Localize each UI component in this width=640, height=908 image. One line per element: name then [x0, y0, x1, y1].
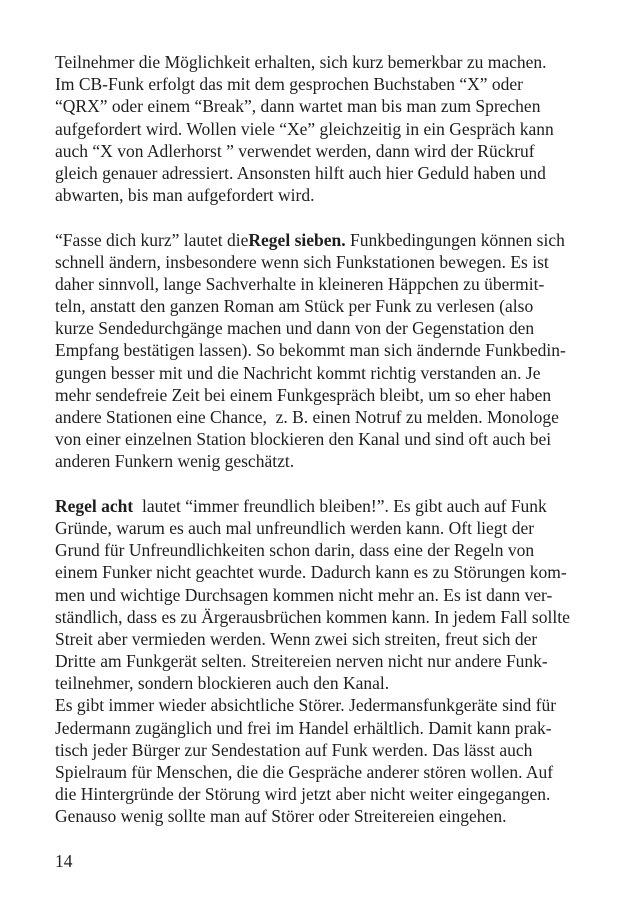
- text-line: [55, 561, 600, 583]
- body-text: Empfang bestätigen lassen). So bekommt man sich ändernde Funkbedin-: [55, 340, 566, 361]
- text-line: [55, 628, 600, 650]
- page-number: 14: [55, 850, 73, 871]
- body-text: men und wichtige Durchsagen kommen nicht mehr an. Es ist dann ver-: [55, 584, 553, 605]
- body-text: lautet “immer freundlich bleiben!”. Es gibt auch auf Funk: [133, 495, 547, 516]
- body-text: mehr sendefreie Zeit bei einem Funkgespräch bleibt, um so eher haben: [55, 384, 552, 405]
- text-line: [55, 118, 600, 140]
- body-text: tisch jeder Bürger zur Sendestation auf Funk werden. Das lässt auch: [55, 739, 533, 760]
- text-line: [55, 650, 600, 672]
- text-line: [55, 717, 600, 739]
- body-text: Teilnehmer die Möglichkeit erhalten, sich kurz bemerkbar zu machen.: [55, 52, 547, 72]
- body-text: Im CB-Funk erfolgt das mit dem gesprochen Buchstaben “X” oder: [55, 74, 524, 95]
- body-text: kurze Sendedurchgänge machen und dann von der Gegenstation den: [55, 318, 535, 339]
- text-line: [55, 672, 600, 694]
- body-text: Es gibt immer wieder absichtliche Störer. Jedermansfunkgeräte sind für: [55, 695, 557, 716]
- body-text: daher sinnvoll, lange Sachverhalte in kleineren Häppchen zu übermit-: [55, 273, 545, 294]
- body-text: “Fasse dich kurz” lautet die: [55, 229, 249, 250]
- bold-text: Regel sieben.: [248, 229, 346, 250]
- paragraph: [55, 51, 600, 206]
- bold-text: Regel acht: [55, 495, 134, 516]
- body-text: ständlich, dass es zu Ärgerausbrüchen kommen kann. In jedem Fall sollte: [55, 606, 570, 627]
- text-line: [55, 606, 600, 628]
- text-line: [55, 428, 600, 450]
- text-line: [55, 95, 600, 117]
- body-text: schnell ändern, insbesondere wenn sich Funkstationen bewegen. Es ist: [55, 251, 549, 272]
- body-text: die Hintergründe der Störung wird jetzt aber nicht weiter eingegangen.: [55, 784, 551, 805]
- body-text: “QRX” oder einem “Break”, dann wartet man bis man zum Sprechen: [55, 96, 541, 117]
- text-line: [55, 184, 600, 206]
- body-text: gleich genauer adressiert. Ansonsten hilft auch hier Geduld haben und: [55, 162, 546, 183]
- body-text: Funkbedingungen können sich: [345, 229, 565, 250]
- body-text: aufgefordert wird. Wollen viele “Xe” gleichzeitig in ein Gespräch kann: [55, 118, 554, 139]
- text-line: [55, 73, 600, 95]
- text-line: [55, 273, 600, 295]
- body-text: andere Stationen eine Chance, z. B. einen Notruf zu melden. Monologe: [55, 407, 559, 427]
- text-line: [55, 517, 600, 539]
- text-line: [55, 140, 600, 162]
- text-line: [55, 384, 600, 406]
- body-text: Grund für Unfreundlichkeiten schon darin, dass eine der Regeln von: [55, 540, 535, 561]
- body-text: Streit aber vermieden werden. Wenn zwei sich streiten, freut sich der: [55, 628, 538, 649]
- text-line: [55, 229, 600, 251]
- text-line: [55, 539, 600, 561]
- body-text: Jedermann zugänglich und frei im Handel erhältlich. Damit kann prak-: [55, 717, 552, 738]
- text-line: [55, 251, 600, 273]
- text-line: [55, 761, 600, 783]
- body-text: Dritte am Funkgerät selten. Streitereien nerven nicht nur andere Funk-: [55, 651, 548, 672]
- text-line: [55, 584, 600, 606]
- text-line: [55, 51, 600, 73]
- page-text: [55, 51, 600, 872]
- body-text: auch “X von Adlerhorst ” verwendet werden, dann wird der Rückruf: [55, 140, 535, 161]
- body-text: teln, anstatt den ganzen Roman am Stück per Funk zu verlesen (also: [55, 296, 534, 317]
- body-text: Genauso wenig sollte man auf Störer oder Streitereien eingehen.: [55, 806, 507, 827]
- text-line: [55, 739, 600, 761]
- body-text: abwarten, bis man aufgefordert wird.: [55, 185, 315, 206]
- text-line: [55, 295, 600, 317]
- text-line: [55, 406, 600, 428]
- body-text: Gründe, warum es auch mal unfreundlich werden kann. Oft liegt der: [55, 517, 535, 538]
- body-text: teilnehmer, sondern blockieren auch den Kanal.: [55, 673, 390, 694]
- text-line: [55, 317, 600, 339]
- text-line: [55, 339, 600, 361]
- text-line: [55, 805, 600, 827]
- paragraph: [55, 495, 600, 828]
- text-line: [55, 783, 600, 805]
- text-line: [55, 495, 600, 517]
- body-text: einem Funker nicht geachtet wurde. Dadurch kann es zu Störungen kom-: [55, 562, 567, 583]
- text-line: [55, 694, 600, 716]
- body-text: Spielraum für Menschen, die die Gespräche anderer stören wollen. Auf: [55, 762, 554, 782]
- body-text: gungen besser mit und die Nachricht kommt richtig verstanden an. Je: [55, 362, 541, 383]
- body-text: anderen Funkern wenig geschätzt.: [55, 451, 295, 472]
- text-line: [55, 162, 600, 184]
- body-text: von einer einzelnen Station blockieren den Kanal und sind oft auch bei: [55, 429, 552, 450]
- text-line: [55, 450, 600, 472]
- text-line: [55, 362, 600, 384]
- paragraph: [55, 229, 600, 473]
